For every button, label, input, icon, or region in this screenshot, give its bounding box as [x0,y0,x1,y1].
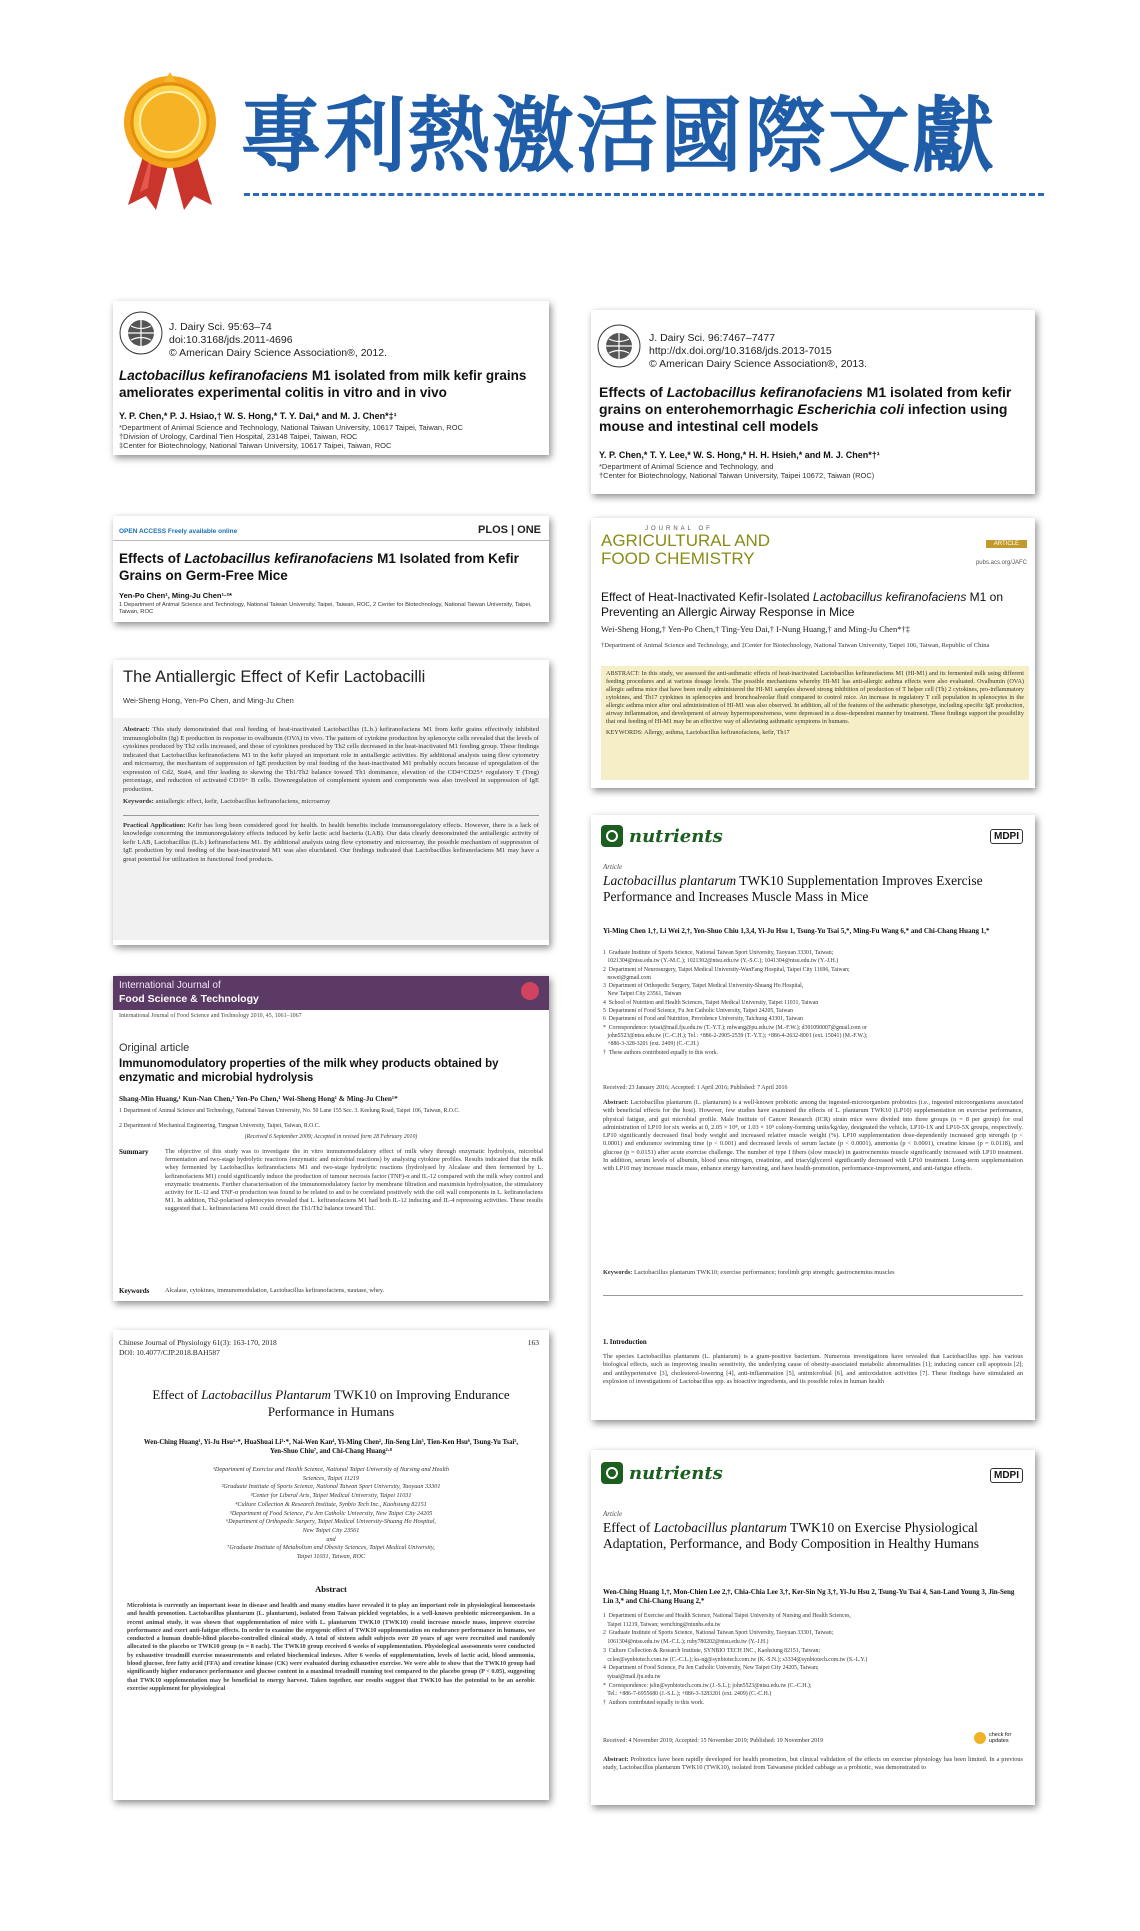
abstract-text: Abstract: This study demonstrated that oral feeding of heat-inactivated Lactobacillus (L.b.) kefiranofaciens M1 from kefir grains effectively inhibited immunoglobulin (Ig) E production in response to ovalbumin (OVA) in vivo. The pattern of cytokine production by splenocyte cells revealed that the levels of cytokines produced by Th2 cells increased, and those of cytokines produced by Th2 cells decreased in the heat-inactivated M1 feeding group. These findings indicated that Lactobacillus kefiranofaciens M1 in the kefir played an important role in antiallergic activities. By additional analysis using flow cytometry and microarray, the mechanism of suppression of IgE production by oral feeding of the heat-inactivated M1 probably occurs because of upregulation of the expression of Cd2, Stat4, and Ifnr leading to skewing the Th1/Th2 balance toward Th1 dominance, elevation of the CD4+CD25+ regulatory T (Treg) percentage, and reduction of activated CD19+ B cells. Downregulation of complement system and components was also involved in suppression of IgE production. [123,726,539,793]
award-ribbon-medal-icon [110,70,230,210]
copyright: © American Dairy Science Association®, 2013. [649,358,867,370]
affiliation-line: ²Graduate Institute of Sports Science, National Taiwan Sport University, Taoyuan 33301 [221,1483,441,1491]
affiliation-list [133,1466,529,1562]
affiliation-line: ¹Department of Exercise and Health Science, National Taipei University of Nursing and Health [213,1466,449,1473]
keywords: KEYWORDS: Allergy, asthma, Lactobacillus kefiranofaciens, kefir, Th17 [606,729,790,736]
page-title: 專利熱激活國際文獻 [240,89,997,184]
paper-title: Effect of Lactobacillus plantarum TWK10 on Exercise Physiological Adaptation, Performance, and Body Composition in Healthy Humans [603,1520,980,1551]
paper-title: Effects of Lactobacillus kefiranofaciens M1 isolated from kefir grains on enterohemorrhagic Escherichia coli infection using mouse and intestinal cell models [599,384,1012,434]
ijfst-header-banner: International Journal of Food Science & Technology [113,976,549,1010]
affiliation-line: 2 Graduate Institute of Sports Science, National Taiwan Sport University, Taoyuan 33301, Taiwan; [603,1630,834,1637]
affiliation-line: nswei@gmail.com [603,974,651,981]
affiliation-line: ³Center for Liberal Arts, Taipei Medical University, Taipei 11031 [250,1492,412,1500]
affiliation-line: cclee@synbiotech.com.tw (C.-C.L.); ks-ng@synbiotech.com.tw (K.-S.N.); s3334@synbiotech.com.tw (S.-L.Y.) [603,1656,868,1663]
affiliation: †Division of Urology, Cardinal Tien Hospital, 23148 Taipei, Taiwan, ROC [119,432,358,441]
keywords: Keywords: Lactobacillus plantarum TWK10; exercise performance; forelimb grip strength; gastrocnemius muscles [603,1269,895,1276]
affiliation: *Department of Animal Science and Technology, National Taiwan University, 10617 Taipei, Taiwan, ROC [119,423,463,432]
affiliation-line: * Correspondence: tytsai@mail.fju.edu.tw (T.-Y.T.); mfwang@pu.edu.tw (M.-F.W.); d301090007@gmail.com or [603,1024,867,1031]
affiliation-line: 3 Culture Collection & Research Institute, SYNBIO TECH INC., Kaohsiung 82151, Taiwan; [603,1647,821,1654]
paper-jds-2012 [113,301,549,455]
paper-title: The Antiallergic Effect of Kefir Lactobacilli [123,668,426,686]
title-divider [244,193,1044,196]
affiliation-line: john5523@ntsu.edu.tw (C.-C.H.); Tel.: +886-2-2905-2539 (T.-Y.T.); +886-4-2632-8001 (ext. 15041) (M.-F.W.); [603,1032,868,1039]
affiliation-list [603,949,1023,1057]
journal-citation: J. Dairy Sci. 96:7467–7477 [649,332,776,344]
intro-text: The species Lactobacillus plantarum (L. plantarum) is a gram-positive bacterium. Numerous investigations have revealed that Lactobacillus spp. has various biological effects, such as improving insulin sensitivity, the underlying cause of obesity-associated metabolic abnormalities [1]; inducing cancer cell apoptosis [2]; and antihypertensive [3], cholesterol-lowering [4], anti-inflammation [5], antimicrobial [6], and antioxidation activities [7]. These findings have stimulated an explosion of investigations of Lactobacillus spp. as bioactive ingredients, and its possible roles in human health [603,1353,1023,1385]
article-type: Article [603,863,623,871]
keywords: Keywords: antiallergic effect, kefir, Lactobacillus kefiranofaciens, microarray [123,798,331,805]
doi: DOI: 10.4077/CJP.2018.BAH587 [119,1348,220,1357]
affiliation: †Center for Biotechnology, National Taiwan University, Taipei 10672, Taiwan (ROC) [599,471,875,480]
abstract-text: ABSTRACT: In this study, we assessed the anti-asthmatic effects of heat-inactivated Lactobacillus kefiranofaciens M1 (HI-M1) and its fermented milk using different feeding procedures and at various dosage levels. The possible mechanisms whereby HI-M1 has anti-allergic asthma effects were also evaluated. Ovalbumin (OVA) allergic asthma mice that have been orally administered the HI-M1 samples showed strong inhibition of production of T helper cell (Th) 2 cytokines, pro-inflammatory cytokines, and Th17 cytokines in splenocytes and bronchoalveolar fluid compared to control mice. An increase in regulatory T cell population in splenocytes in the allergic asthma mice after oral administration of HI-M1 was also observed. In addition, all of the features of the asthmatic phenotype, including specific IgE production, airway inflammation, and development of airway hyperresponsiveness, were depressed in a dose-dependent manner by treatment. These findings support the possibility that oral feeding of HI-M1 may be an effective way of alleviating asthmatic symptoms in humans. [606,670,1024,725]
paper-title: Lactobacillus plantarum TWK10 Supplementation Improves Exercise Performance and Increases Muscle Mass in Mice [603,873,983,904]
affiliation-line: ⁶Department of Orthopedic Surgery, Taipei Medical University-Shuang Ho Hospital, [226,1518,436,1526]
doi: http://dx.doi.org/10.3168/jds.2013-7015 [649,345,832,357]
ifst-logo-icon [521,982,539,1000]
affiliation-line: Taipei 11031, Taiwan, ROC [296,1553,366,1561]
affiliation-line: ⁴Culture Collection & Research Institute, Synbio Tech Inc., Kaohsiung 82151 [235,1500,427,1508]
article-badge: ARTICLE [986,540,1027,548]
abstract-box [601,666,1029,780]
paper-title: Effect of Heat-Inactivated Kefir-Isolated Lactobacillus kefiranofaciens M1 on Preventing an Allergic Airway Response in Mice [601,590,1003,619]
authors: Yen-Po Chen¹, Ming-Ju Chen¹·²* [119,591,232,600]
paper-nutrients-2019 [591,1450,1035,1805]
abstract-text: Abstract: Probiotics have been rapidly developed for health promotion, but clinical validation of the effects on exercise physiology has been limited. In a previous study, Lactobacillus plantarum TWK10 (TWK10), isolated from Taiwanese pickled cabbage as a probiotic, was demonstrated to [603,1756,1023,1772]
received-dates: (Received 6 September 2009; Accepted in revised form 28 February 2010) [244,1134,418,1140]
affiliation-line: and [326,1535,336,1543]
authors: Yi-Ming Chen 1,†, Li Wei 2,†, Yen-Shuo Chiu 1,3,4, Yi-Ju Hsu 1, Tsung-Yu Tsai 5,*, Ming-Fu Wang 6,* and Chi-Chang Huang 1,* [603,927,990,935]
journal-citation: J. Dairy Sci. 95:63–74 [169,321,272,333]
affiliation-line: * Correspondence: jslin@synbiotech.com.tw (J.-S.L.); john5523@ntsu.edu.tw (C.-C.H.); [603,1682,812,1689]
affiliation: †Department of Animal Science and Technology, and ‡Center for Biotechnology, National Taiwan University, Taipei 106, Taiwan, Republic of China [601,642,990,649]
affiliation-line: 4 Department of Food Science, Fu Jen Catholic University, New Taipei City 24205, Taiwan; [603,1665,819,1672]
paper-cjp-2018 [113,1330,549,1800]
jafc-logo: JOURNAL OF AGRICULTURAL AND FOOD CHEMISTRY [601,526,771,568]
authors: Wei-Sheng Hong, Yen-Po Chen, and Ming-Ju Chen [123,696,294,705]
affiliation-line: ⁵Department of Food Science, Fu Jen Catholic University, New Taipei City 24205 [229,1509,433,1517]
authors: Wen-Ching Huang 1,†, Mon-Chien Lee 2,†, Chia-Chia Lee 3,†, Ker-Sin Ng 3,†, Yi-Ju Hsu 2, Tsung-Yu Tsai 4, San-Land Young 3, Jin-Seng Lin 3,* and Chi-Chang Huang 2,* [603,1588,1015,1605]
page-number: 163 [527,1338,539,1347]
adsa-logo-icon [119,311,163,355]
abstract-box [113,718,549,940]
paper-title: Lactobacillus kefiranofaciens M1 isolated from milk kefir grains ameliorates experimental colitis in vitro and in vivo [119,368,527,400]
section-rule [603,1295,1023,1296]
affiliation-line: Taipei 11219, Taiwan; wenching@ntunhs.edu.tw [603,1621,721,1628]
doi: doi:10.3168/jds.2011-4696 [169,334,293,346]
keywords: Alcalase, cytokines, immunomodulation, Lactobacillus kefiranofaciens, nautase, whey. [165,1287,385,1294]
nutrients-leaf-icon [601,1462,623,1484]
affiliation-line: 2 Department of Neurosurgery, Taipei Medical University-WanFang Hospital, Taipei City 11696, Taiwan; [603,966,850,973]
summary-text: The objective of this study was to investigate the in vitro immunomodulatory effect of milk whey through enzymatic hydrolysis, microbial fermentation and two-stage hydrolytic reactions (enzymatic and microbial reactions) by analysing cytokine profiles. Results indicated that the milk whey fermented by Lactobacillus kefiranofaciens M1 and two-stage hydrolytic reactions (hydrolysed by Alcalase and then fermented by L. kefiranofaciens M1) could significantly induce the production of tumour necrosis factor (TNF)-α and IL-12 compared with the milk whey control and enzymatic treatments. Further characterisation of the immunomodulatory factor by membrane filtration and maximisin hydrolysation, the stimulatory activity for IL-12 and TNF-α production was found to be related to and to be correlated positively with the cell wall components in L. kefiranofaciens M1. In addition, Th2-polarised splenocytes revealed that L. kefiranofaciens M1 had both IL-12 inducing and IL-4 repressing activities. These results suggested that L. kefiranofaciens M1 could direct the Th1/Th2 balance toward Th1. [165,1148,543,1213]
authors: Wen-Ching Huang¹, Yi-Ju Hsu²·*, HuaShuai Li³·*, Nai-Wen Kan⁴, Yi-Ming Chen², Jin-Seng Lin⁵, Tien-Ken Hsu⁶, Tsung-Yu Tsai⁵, Yen-Shuo Chiu⁷, and Chi-Chang Huang²·⁸ [143,1439,519,1455]
paper-title: Effect of Lactobacillus Plantarum TWK10 on Improving Endurance Performance in Humans [152,1387,510,1419]
nutrients-logo: nutrients [601,825,723,847]
affiliation: ‡Center for Biotechnology, National Taiwan University, 10617 Taipei, Taiwan, ROC [119,441,392,450]
header-rule [113,540,549,541]
affiliation-line: 1 Department of Exercise and Health Science, National Taipei University of Nursing and Health Sciences, [603,1613,851,1619]
check-for-updates-badge[interactable]: check for updates [974,1732,1021,1744]
affiliation-line: New Taipei City 23561 [302,1526,360,1534]
affiliation-line: Sciences, Taipei 11219 [302,1474,360,1482]
open-access-banner: OPEN ACCESS Freely available online [119,528,238,535]
affiliation-line: ⁷Graduate Institute of Metabolism and Obesity Sciences, Taipei Medical University, [227,1544,435,1552]
affiliation-line: 6 Department of Food and Nutrition, Providence University, Taichung 43301, Taiwan [603,1016,803,1023]
affiliation-line: +886-3-328-3201 (ext. 2409) (C.-C.H.) [603,1041,699,1048]
check-updates-icon [974,1732,986,1744]
abstract-text: Abstract: Lactobacillus plantarum (L. plantarum) is a well-known probiotic among the ingested-microorganism probiotics (i.e., ingested microorganisms associated with beneficial effects for the host). However, few studies have examined the effects of L. plantarum TWK10 (LP10) supplementation on exercise performance, physical fatigue, and gut microbial profile. Male Institute of Cancer Research (ICR) strain mice were divided into three groups (n = 8 per group) for oral administration of LP10 for six weeks at 0, 2.05 × 10⁸, or 1.03 × 10⁹ colony-forming units/kg/day, designated the vehicle, LP10-1X and LP10-5X groups, respectively. LP10 significantly decreased final body weight and increased relative muscle weight (%). LP10 supplementation dose-dependently increased grip strength (p < 0.0001) and endurance swimming time (p < 0.001) and decreased levels of serum lactate (p < 0.0001), ammonia (p < 0.0001), creatine kinase (p = 0.0118), and glucose (p = 0.0151) after acute exercise challenge. The number of type I fibers (slow muscle) in gastrocnemius muscle significantly increased with LP10 treatment. In addition, serum levels of albumin, blood urea nitrogen, creatinine, and triacylglycerol significantly decreased with LP10 treatment. Long-term supplementation with LP10 may increase muscle mass, enhance energy harvesting, and have health-promotion, performance-improvement, and anti-fatigue effects. [603,1099,1024,1173]
affiliation-list [603,1612,1023,1708]
affiliation-line: 4 School of Nutrition and Health Sciences, Taipei Medical University, Taipei 11031, Taiwan [603,999,819,1006]
affiliation-line: Tel.: +886-7-6955680 (J.-S.L.); +886-3-3283201 (ext. 2409) (C.-C.H.) [603,1691,772,1698]
authors: Wei-Sheng Hong,† Yen-Po Chen,† Ting-Yeu Dai,† I-Nung Huang,† and Ming-Ju Chen*†‡ [601,624,910,634]
section-rule [123,815,539,816]
affiliation-line: 3 Department of Orthopedic Surgery, Taipei Medical University-Shuang Ho Hospital, [603,983,804,990]
affiliation-line: † These authors contributed equally to this work. [603,1049,719,1056]
affiliation: 2 Department of Mechanical Engineering, Tungnan University, Taipei, Taiwan, R.O.C. [119,1123,321,1129]
practical-application: Practical Application: Kefir has long been considered good for health. In health benefits include immunoregulatory effects. However, there is a lack of knowledge concerning the immunoregulatory effects induced by kefir lactic acid bacteria (LAB). Our data clearly demonstrated the antiallergic activity of kefir LAB, Lactobacillus (L.b.) kefiranofaciens M1. By additional analysis using flow cytometry and microarray, the possible mechanism of suppression of IgE production by oral feeding of the heat-inactivated M1 was also elucidated. Our findings indicated that Lactobacillus kefiranofaciens M1 may have a great potential for utilization in functional food products. [123,821,540,863]
affiliation-line: 1021304@ntsu.edu.tw (Y.-M.C.); 1021302@ntsu.edu.tw (Y.-S.C.); 1041304@ntsu.edu.tw (Y.-J.H.) [603,958,839,965]
affiliation-line: New Taipei City 23561, Taiwan [603,991,682,998]
paper-ijfst [113,976,549,1301]
intro-heading: 1. Introduction [603,1339,647,1346]
paper-title: Immunomodulatory properties of the milk whey products obtained by enzymatic and microbial hydrolysis [119,1058,499,1084]
article-type: Original article [119,1042,190,1054]
abstract-text: Microbiota is currently an important issue in disease and health and many studies have revealed it to play an important role in physiological homeostasis and health promotion. Lactobacillus plantarum (L. plantarum), isolated from Taiwan pickled vegetables, is a well-known probiotic microorganism. In a recent animal study, it was shown that supplementation of mice with L. plantarum TWK10 (TWK10) could increase muscle mass, improve exercise performance and exert anti-fatigue effects. In order to examine the ergogenic effect of TWK10 supplementation on endurance performance in humans, we conducted a human double-blind placebo-controlled clinical study. A total of sixteen adult subjects over 20 years of age were recruited and randomly allocated to the placebo or TWK10 group (n = 8 each). The TWK10 group received 6 weeks of supplementation. Physiological assessments were conducted by exhaustive treadmill exercise measurements and related biochemical indexes. After 6 weeks of supplementation, levels of lactic acid, blood ammonia, blood glucose, free fatty acid (FFA) and creatine kinase (CK) were evaluated during exhaustive exercise. We were able to show that the TWK10 group had significantly higher endurance performance and glucose content in a maximal treadmill running test compared to the placebo group (P < 0.05), suggesting that TWK10 supplementation may be beneficial to energy harvest. Taken together, our results suggest that TWK10 has the potential to be an aerobic exercise supplement for physiological [127,1602,535,1692]
adsa-logo-icon [597,324,641,368]
affiliation-line: 5 Department of Food Science, Fu Jen Catholic University, Taipei 24205, Taiwan [603,1008,794,1015]
mdpi-logo: MDPI [990,829,1023,844]
copyright: © American Dairy Science Association®, 2012. [169,347,387,359]
authors: Shang-Min Huang,¹ Kun-Nan Chen,² Yen-Po Chen,¹ Wei-Sheng Hong¹ & Ming-Ju Chen¹* [119,1094,398,1103]
affiliation-line: 1 Graduate Institute of Sports Science, National Taiwan Sport University, Taoyuan 33301, Taiwan; [603,950,834,956]
authors: Y. P. Chen,* T. Y. Lee,* W. S. Hong,* H. H. Hsieh,* and M. J. Chen*†¹ [599,450,880,460]
affiliation: 1 Department of Animal Science and Technology, National Taiwan University, Taipei, Taiwan, ROC, 2 Center for Biotechnology, National Taiwan University, Taipei, Taiwan, ROC [119,602,532,615]
article-type: Article [603,1510,623,1518]
affiliation: 1 Department of Animal Science and Technology, National Taiwan University, No. 50 Lane 155 Sec. 3. Keelung Road, Taipei 106, Taiwan, R.O.C. [119,1108,460,1114]
paper-plos-one [113,516,549,622]
paper-nutrients-2016 [591,815,1035,1420]
nutrients-logo: nutrients [601,1462,723,1484]
affiliation-line: tytsai@mail.fju.edu.tw [603,1673,661,1680]
plos-one-logo: PLOS | ONE [478,524,541,536]
journal-citation: Chinese Journal of Physiology 61(3): 163-170, 2018 [119,1338,277,1347]
received-dates: Received: 23 January 2016; Accepted: 1 April 2016; Published: 7 April 2016 [603,1085,788,1091]
summary-label: Summary [119,1148,149,1156]
received-dates: Received: 4 November 2019; Accepted: 15 November 2019; Published: 19 November 2019 [603,1738,824,1744]
affiliation: *Department of Animal Science and Technology, and [599,462,774,471]
mdpi-logo: MDPI [990,1468,1023,1483]
authors: Y. P. Chen,* P. J. Hsiao,† W. S. Hong,* T. Y. Dai,* and M. J. Chen*‡¹ [119,411,397,421]
journal-citation: International Journal of Food Science and Technology 2010, 45, 1061–1067 [119,1013,302,1019]
keywords-label: Keywords [119,1287,150,1295]
page-header [0,0,1140,210]
paper-antiallergic-kefir [113,660,549,945]
journal-site: pubs.acs.org/JAFC [975,560,1027,566]
paper-jafc [591,518,1035,788]
paper-title: Effects of Lactobacillus kefiranofaciens M1 Isolated from Kefir Grains on Germ-Free Mice [119,551,519,583]
affiliation-line: † Authors contributed equally to this work. [603,1700,705,1707]
abstract-heading: Abstract [315,1584,347,1594]
paper-jds-2013 [591,310,1035,494]
nutrients-leaf-icon [601,825,623,847]
affiliation-line: 1061304@ntsu.edu.tw (M.-C.L.); ruby780202@ntsu.edu.tw (Y.-J.H.) [603,1639,769,1646]
